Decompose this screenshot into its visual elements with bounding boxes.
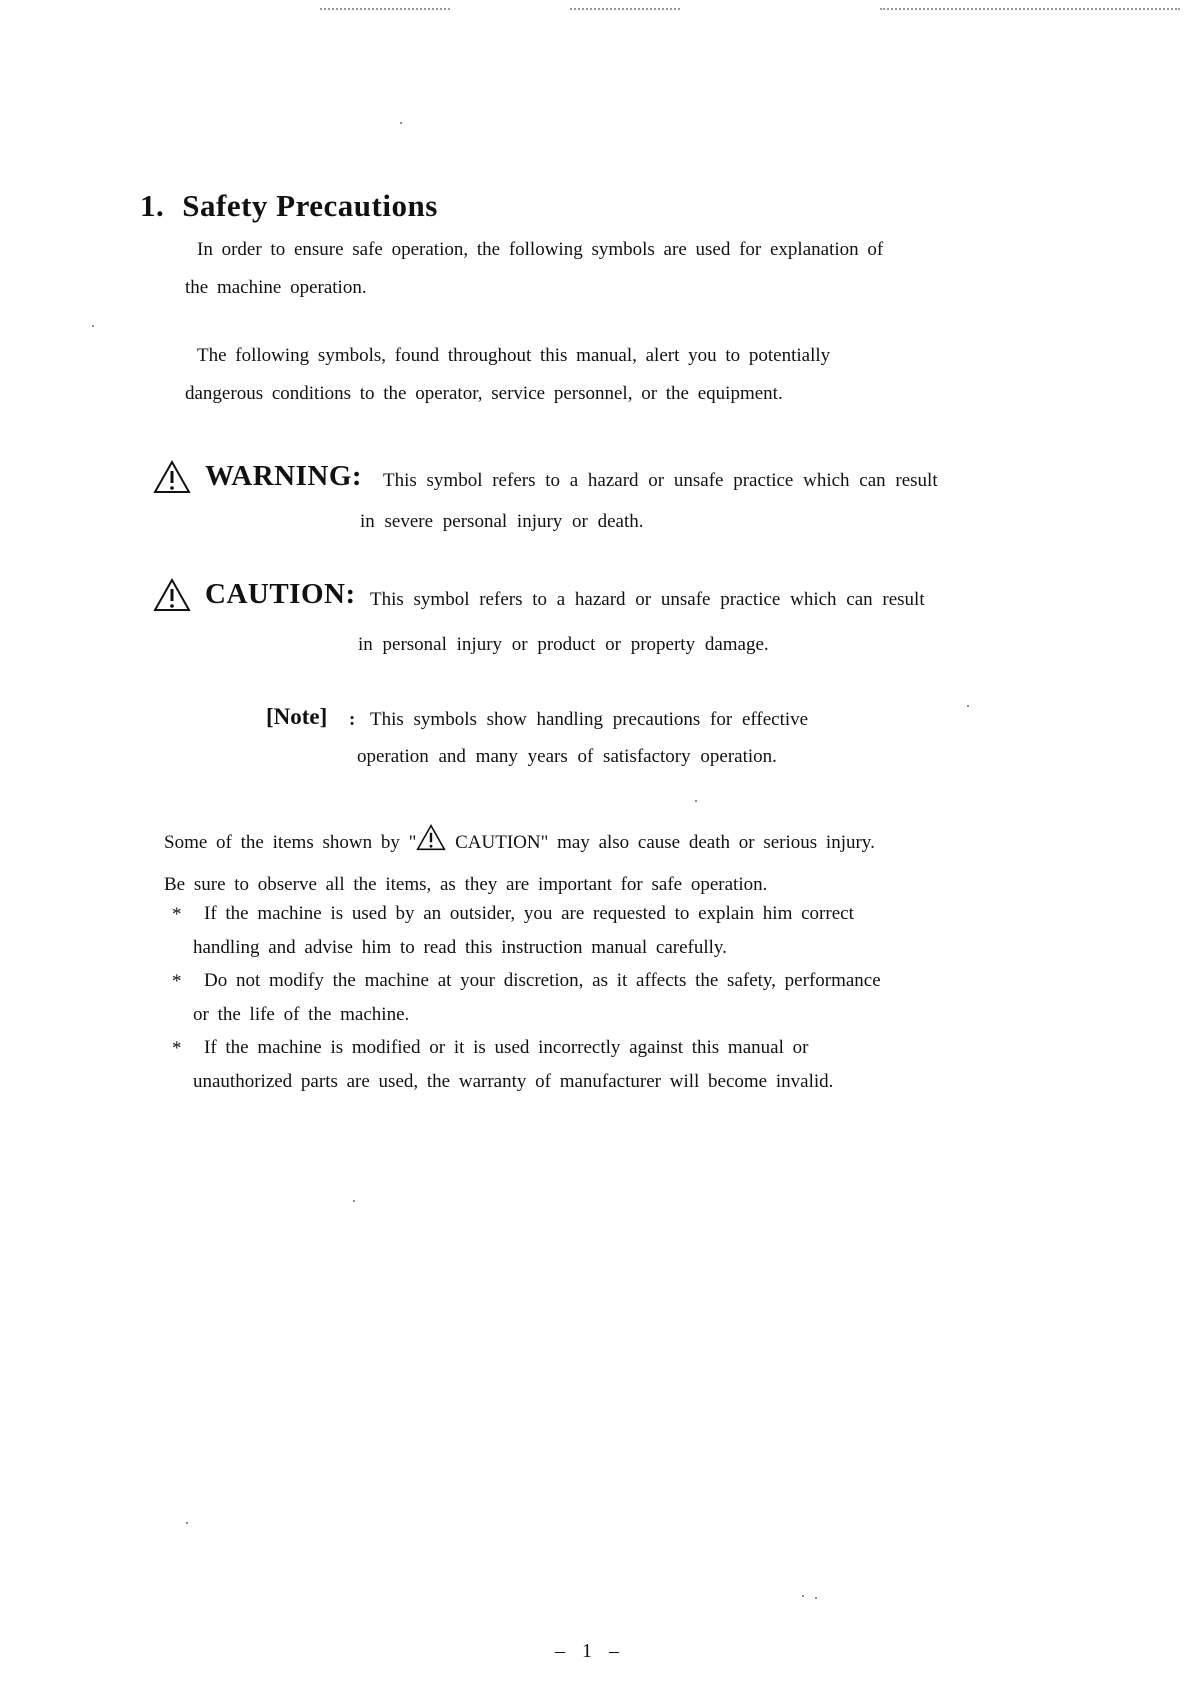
section-number: 1. bbox=[140, 188, 165, 223]
caution-text-line-1: This symbol refers to a hazard or unsafe practice which can result bbox=[370, 589, 925, 610]
scan-speck bbox=[186, 1522, 188, 1524]
scan-artifact bbox=[320, 8, 450, 13]
bullet-marker: * bbox=[172, 971, 182, 992]
note-colon: : bbox=[349, 709, 356, 730]
intro-line-2: the machine operation. bbox=[185, 277, 367, 298]
remark-line-1 bbox=[164, 824, 875, 862]
note-label: [Note] bbox=[266, 704, 328, 729]
intro-line-1: In order to ensure safe operation, the following symbols are used for explanation of bbox=[197, 239, 884, 260]
remark-line-1-end: CAUTION" may also cause death or serious injury. bbox=[446, 832, 875, 853]
remark-line-2: Be sure to observe all the items, as they are important for safe operation. bbox=[164, 874, 768, 895]
symbols-intro-line-2: dangerous conditions to the operator, service personnel, or the equipment. bbox=[185, 383, 783, 404]
page-number: – 1 – bbox=[555, 1640, 625, 1662]
scan-speck bbox=[802, 1595, 804, 1597]
warning-label: WARNING: bbox=[205, 460, 363, 492]
warning-triangle-icon bbox=[153, 460, 191, 494]
scan-speck bbox=[92, 325, 94, 327]
caution-triangle-icon bbox=[153, 578, 191, 612]
bullet-1-line-1: If the machine is used by an outsider, you are requested to explain him correct bbox=[204, 903, 854, 924]
scan-speck bbox=[967, 705, 969, 707]
bullet-2-line-2: or the life of the machine. bbox=[193, 1004, 410, 1025]
scan-speck bbox=[815, 1597, 817, 1599]
bullet-2-line-1: Do not modify the machine at your discretion, as it affects the safety, performance bbox=[204, 970, 881, 991]
scan-artifact bbox=[880, 8, 1180, 13]
scan-speck bbox=[353, 1200, 355, 1202]
caution-label: CAUTION: bbox=[205, 578, 356, 610]
note-text-line-2: operation and many years of satisfactory operation. bbox=[357, 746, 777, 767]
warning-text-line-2: in severe personal injury or death. bbox=[360, 511, 644, 532]
section-title: Safety Precautions bbox=[182, 188, 438, 223]
bullet-marker: * bbox=[172, 1038, 182, 1059]
scan-speck bbox=[400, 122, 402, 124]
symbols-intro-line-1: The following symbols, found throughout this manual, alert you to potentially bbox=[197, 345, 831, 366]
scan-speck bbox=[695, 800, 697, 802]
bullet-3-line-1: If the machine is modified or it is used incorrectly against this manual or bbox=[204, 1037, 809, 1058]
bullet-3-line-2: unauthorized parts are used, the warranty of manufacturer will become invalid. bbox=[193, 1071, 834, 1092]
caution-triangle-icon bbox=[416, 824, 446, 851]
scan-artifact bbox=[570, 8, 680, 13]
warning-text-line-1: This symbol refers to a hazard or unsafe practice which can result bbox=[383, 470, 938, 491]
note-text-line-1: This symbols show handling precautions for effective bbox=[370, 709, 809, 730]
caution-text-line-2: in personal injury or product or property damage. bbox=[358, 634, 769, 655]
bullet-marker: * bbox=[172, 904, 182, 925]
bullet-1-line-2: handling and advise him to read this instruction manual carefully. bbox=[193, 937, 727, 958]
page-title bbox=[140, 188, 438, 224]
remark-line-1-start: Some of the items shown by " bbox=[164, 832, 417, 853]
